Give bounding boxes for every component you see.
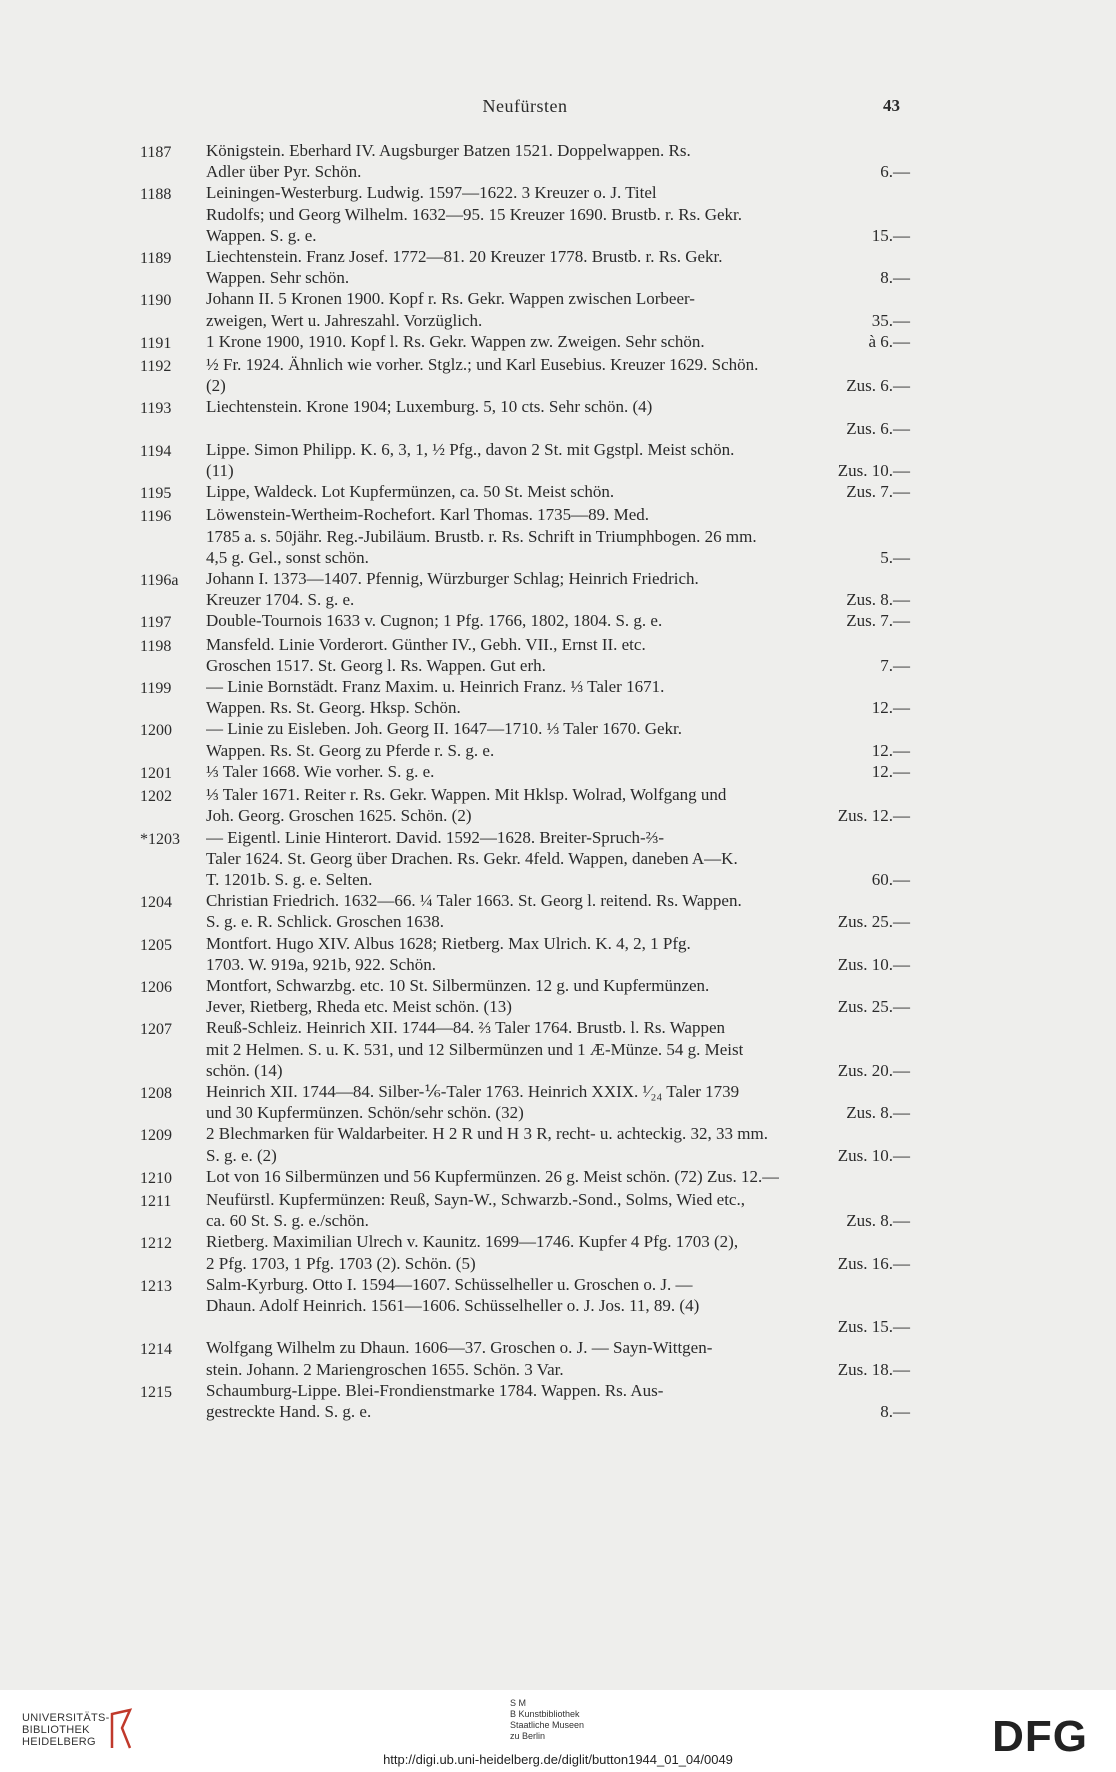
line-text: Salm-Kyrburg. Otto I. 1594—1607. Schüsselheller u. Groschen o. J. — [206, 1274, 693, 1294]
catalog-entry [140, 784, 910, 826]
description-line [206, 718, 910, 739]
line-text: Schaumburg-Lippe. Blei-Frondienstmarke 1784. Wappen. Rs. Aus- [206, 1380, 664, 1400]
lot-number: 1210 [140, 1169, 172, 1187]
line-text: — Eigentl. Linie Hinterort. David. 1592—1628. Breiter-Spruch-⅔- [206, 827, 665, 847]
dfg-logo: DFG [992, 1712, 1088, 1761]
description-line [206, 1401, 910, 1422]
line-text: gestreckte Hand. S. g. e. [206, 1401, 372, 1421]
lot-price: Zus. 10.— [837, 954, 910, 974]
catalog-entry [140, 568, 910, 610]
museum-stamp [510, 1698, 584, 1742]
lot-number: 1194 [140, 442, 172, 460]
lot-description [206, 890, 910, 932]
description-line [206, 1295, 910, 1316]
description-line [206, 204, 910, 225]
catalog-entry [140, 827, 910, 891]
description-line [206, 784, 910, 805]
description-line [206, 481, 910, 502]
catalog-entry [140, 182, 910, 246]
catalog-entry [140, 718, 910, 760]
catalog-entry [140, 246, 910, 288]
lot-number: 1214 [140, 1341, 172, 1359]
description-line [206, 634, 910, 655]
description-line [206, 655, 910, 676]
line-text: (11) [206, 461, 234, 481]
line-text: Heinrich XII. 1744—84. Silber-⅙-Taler 1763. Heinrich XXIX. ¹⁄₂₄ Taler 1739 [206, 1081, 740, 1101]
description-line [206, 848, 910, 869]
description-line [206, 1017, 910, 1038]
lot-description [206, 827, 910, 891]
lot-price: à 6.— [868, 331, 910, 351]
description-line [206, 310, 910, 331]
description-line [206, 805, 910, 826]
catalog-entry [140, 1337, 910, 1379]
description-line [206, 396, 910, 417]
line-text: Taler 1624. St. Georg über Drachen. Rs. Gekr. 4feld. Wappen, daneben A—K. [206, 848, 738, 868]
stamp-line: B Kunstbibliothek [510, 1709, 580, 1719]
description-line [206, 1145, 910, 1166]
catalog-entry [140, 1380, 910, 1422]
lot-number: 1192 [140, 358, 172, 376]
line-text: Johann II. 5 Kronen 1900. Kopf r. Rs. Gekr. Wappen zwischen Lorbeer- [206, 289, 695, 309]
description-line [206, 568, 910, 589]
description-line [206, 1316, 910, 1337]
lot-number: 1202 [140, 788, 172, 806]
description-line [206, 697, 910, 718]
description-line [206, 827, 910, 848]
line-text: ⅓ Taler 1671. Reiter r. Rs. Gekr. Wappen. Mit Hklsp. Wolrad, Wolfgang und [206, 785, 727, 805]
line-text: Neufürstl. Kupfermünzen: Reuß, Sayn-W., Schwarzb.-Sond., Solms, Wied etc., [206, 1189, 745, 1209]
description-line [206, 267, 910, 288]
description-line [206, 954, 910, 975]
lot-number: 1190 [140, 292, 172, 310]
line-text: Reuß-Schleiz. Heinrich XII. 1744—84. ⅔ Taler 1764. Brustb. l. Rs. Wappen [206, 1018, 726, 1038]
description-line [206, 161, 910, 182]
line-text: Königstein. Eberhard IV. Augsburger Batzen 1521. Doppelwappen. Rs. [206, 141, 691, 160]
library-line: BIBLIOTHEK [22, 1724, 90, 1736]
page-header [150, 96, 900, 122]
description-line [206, 1253, 910, 1274]
lot-number: 1191 [140, 334, 172, 352]
lot-description [206, 182, 910, 246]
catalog-entry [140, 676, 910, 718]
lot-price: 35.— [871, 310, 910, 330]
line-text: 2 Pfg. 1703, 1 Pfg. 1703 (2). Schön. (5) [206, 1253, 476, 1273]
catalog-entry [140, 1231, 910, 1273]
line-text: Lot von 16 Silbermünzen und 56 Kupfermünzen. 26 g. Meist schön. (72) Zus. 12.— [206, 1166, 780, 1186]
line-text: ⅓ Taler 1668. Wie vorher. S. g. e. [206, 761, 435, 781]
lot-price: 15.— [871, 225, 910, 245]
lot-number: 1209 [140, 1127, 172, 1145]
lot-description [206, 1380, 910, 1422]
lot-description [206, 140, 910, 182]
line-text: Rudolfs; und Georg Wilhelm. 1632—95. 15 Kreuzer 1690. Brustb. r. Rs. Gekr. [206, 204, 743, 224]
lot-number: 1204 [140, 894, 172, 912]
library-line: UNIVERSITÄTS- [22, 1712, 110, 1724]
catalog-entry [140, 396, 910, 438]
description-line [206, 740, 910, 761]
description-line [206, 869, 910, 890]
lot-number: 1208 [140, 1084, 172, 1102]
lot-price: Zus. 25.— [837, 997, 910, 1017]
line-text: Wappen. Rs. St. Georg zu Pferde r. S. g. e. [206, 740, 495, 760]
description-line [206, 182, 910, 203]
description-line [206, 1380, 910, 1401]
lot-number: 1197 [140, 614, 172, 632]
lot-number: 1187 [140, 144, 172, 161]
lot-description [206, 1166, 910, 1189]
catalog-entry [140, 1081, 910, 1123]
catalog-entry [140, 1189, 910, 1231]
description-line [206, 1102, 910, 1123]
lot-number: 1196 [140, 508, 172, 526]
description-line [206, 246, 910, 267]
lot-number: 1189 [140, 250, 172, 268]
description-line [206, 911, 910, 932]
line-text: Liechtenstein. Franz Josef. 1772—81. 20 Kreuzer 1778. Brustb. r. Rs. Gekr. [206, 247, 723, 267]
description-line [206, 1337, 910, 1358]
lot-price: 12.— [871, 740, 910, 760]
lot-price: Zus. 8.— [846, 1211, 910, 1231]
line-text: Wappen. Rs. St. Georg. Hksp. Schön. [206, 698, 461, 718]
description-line [206, 1189, 910, 1210]
lot-number: *1203 [140, 830, 180, 848]
lot-price: 8.— [880, 1401, 910, 1421]
lot-description [206, 761, 910, 784]
lot-description [206, 288, 910, 330]
description-line [206, 1060, 910, 1081]
lot-price: Zus. 18.— [837, 1359, 910, 1379]
lot-description [206, 718, 910, 760]
description-line [206, 1123, 910, 1144]
lot-description [206, 784, 910, 826]
line-text: schön. (14) [206, 1060, 283, 1080]
lot-description [206, 933, 910, 975]
lot-price: Zus. 12.— [837, 806, 910, 826]
catalog-entry [140, 331, 910, 354]
lot-number: 1215 [140, 1383, 172, 1401]
lot-number: 1213 [140, 1277, 172, 1295]
lot-description [206, 676, 910, 718]
lot-number: 1207 [140, 1021, 172, 1039]
lot-description [206, 1337, 910, 1379]
lot-price: Zus. 10.— [837, 461, 910, 481]
lot-price: 6.— [880, 162, 910, 182]
lot-number: 1196a [140, 572, 179, 590]
line-text: Rietberg. Maximilian Ulrech v. Kaunitz. 1699—1746. Kupfer 4 Pfg. 1703 (2), [206, 1232, 739, 1252]
line-text: — Linie Bornstädt. Franz Maxim. u. Heinrich Franz. ⅓ Taler 1671. [206, 677, 665, 697]
line-text: Lippe, Waldeck. Lot Kupfermünzen, ca. 50 St. Meist schön. [206, 482, 615, 502]
catalog-entry [140, 975, 910, 1017]
library-emblem-icon [108, 1708, 134, 1750]
lot-description [206, 439, 910, 481]
lot-number: 1212 [140, 1235, 172, 1253]
lot-price: Zus. 15.— [837, 1317, 910, 1337]
line-text: Wappen. Sehr schön. [206, 268, 350, 288]
description-line [206, 1274, 910, 1295]
lot-description [206, 354, 910, 396]
catalog-entry [140, 288, 910, 330]
description-line [206, 761, 910, 782]
catalog-entry [140, 610, 910, 633]
line-text: stein. Johann. 2 Mariengroschen 1655. Schön. 3 Var. [206, 1359, 564, 1379]
line-text: Groschen 1517. St. Georg l. Rs. Wappen. Gut erh. [206, 655, 546, 675]
line-text: Montfort. Hugo XIV. Albus 1628; Rietberg. Max Ulrich. K. 4, 2, 1 Pfg. [206, 933, 691, 953]
lot-number: 1205 [140, 936, 172, 954]
lot-price: 12.— [871, 761, 910, 781]
catalog-entry [140, 933, 910, 975]
description-line [206, 375, 910, 396]
lot-description [206, 634, 910, 676]
line-text: Joh. Georg. Groschen 1625. Schön. (2) [206, 806, 472, 826]
lot-price: Zus. 25.— [837, 912, 910, 932]
line-text: Christian Friedrich. 1632—66. ¼ Taler 1663. St. Georg l. reitend. Rs. Wappen. [206, 891, 742, 911]
description-line [206, 354, 910, 375]
lot-price: Zus. 16.— [837, 1253, 910, 1273]
catalog-entry [140, 504, 910, 568]
line-text: S. g. e. (2) [206, 1145, 277, 1165]
lot-price: Zus. 8.— [846, 1103, 910, 1123]
line-text: S. g. e. R. Schlick. Groschen 1638. [206, 912, 444, 932]
lot-price: Zus. 7.— [846, 482, 910, 502]
line-text: Adler über Pyr. Schön. [206, 162, 362, 182]
line-text: Liechtenstein. Krone 1904; Luxemburg. 5, 10 cts. Sehr schön. (4) [206, 397, 653, 417]
lot-price: 12.— [871, 698, 910, 718]
description-line [206, 975, 910, 996]
lot-number: 1206 [140, 978, 172, 996]
description-line [206, 933, 910, 954]
line-text: T. 1201b. S. g. e. Selten. [206, 869, 373, 889]
description-line [206, 140, 910, 161]
catalog-entry [140, 890, 910, 932]
line-text: Mansfeld. Linie Vorderort. Günther IV., Gebh. VII., Ernst II. etc. [206, 634, 646, 654]
description-line [206, 676, 910, 697]
lot-description [206, 1081, 910, 1123]
description-line [206, 589, 910, 610]
line-text: Wolfgang Wilhelm zu Dhaun. 1606—37. Groschen o. J. — Sayn-Wittgen- [206, 1338, 713, 1358]
line-text: ca. 60 St. S. g. e./schön. [206, 1211, 369, 1231]
description-line [206, 418, 910, 439]
line-text: Löwenstein-Wertheim-Rochefort. Karl Thomas. 1735—89. Med. [206, 505, 650, 525]
lot-description [206, 1274, 910, 1338]
line-text: Double-Tournois 1633 v. Cugnon; 1 Pfg. 1766, 1802, 1804. S. g. e. [206, 611, 663, 631]
page-title: Neufürsten [482, 96, 568, 116]
page-footer [0, 1690, 1116, 1772]
lot-number: 1201 [140, 764, 172, 782]
line-text: und 30 Kupfermünzen. Schön/sehr schön. (32) [206, 1103, 524, 1123]
library-line: HEIDELBERG [22, 1736, 96, 1748]
catalog-entry [140, 354, 910, 396]
lot-price: 60.— [871, 869, 910, 889]
line-text: 1 Krone 1900, 1910. Kopf l. Rs. Gekr. Wappen zw. Zweigen. Sehr schön. [206, 331, 705, 351]
line-text: mit 2 Helmen. S. u. K. 531, und 12 Silbermünzen und 1 Æ-Münze. 54 g. Meist [206, 1039, 744, 1059]
lot-number: 1198 [140, 637, 172, 655]
line-text: Johann I. 1373—1407. Pfennig, Würzburger Schlag; Heinrich Friedrich. [206, 569, 699, 589]
stamp-line: zu Berlin [510, 1731, 546, 1741]
lot-description [206, 1189, 910, 1231]
lot-description [206, 610, 910, 633]
line-text: (2) [206, 376, 226, 396]
line-text: — Linie zu Eisleben. Joh. Georg II. 1647—1710. ⅓ Taler 1670. Gekr. [206, 719, 682, 739]
description-line [206, 460, 910, 481]
stamp-line: S M [510, 1698, 527, 1708]
lot-price: Zus. 8.— [846, 590, 910, 610]
catalog-entry [140, 481, 910, 504]
line-text: Lippe. Simon Philipp. K. 6, 3, 1, ½ Pfg., davon 2 St. mit Ggstpl. Meist schön. [206, 439, 735, 459]
lot-price: Zus. 6.— [846, 376, 910, 396]
description-line [206, 1039, 910, 1060]
description-line [206, 1210, 910, 1231]
page-number: 43 [883, 96, 900, 115]
line-text: 1785 a. s. 50jähr. Reg.-Jubiläum. Brustb. r. Rs. Schrift in Triumphbogen. 26 mm. [206, 526, 757, 546]
description-line [206, 1359, 910, 1380]
description-line [206, 526, 910, 547]
line-text: Jever, Rietberg, Rheda etc. Meist schön. (13) [206, 997, 512, 1017]
catalog-entry [140, 1017, 910, 1081]
description-line [206, 610, 910, 631]
line-text: zweigen, Wert u. Jahreszahl. Vorzüglich. [206, 310, 483, 330]
lot-number: 1195 [140, 485, 172, 503]
lot-number: 1188 [140, 186, 172, 204]
line-text: Dhaun. Adolf Heinrich. 1561—1606. Schüsselheller o. J. Jos. 11, 89. (4) [206, 1295, 700, 1315]
university-library-logo [22, 1712, 110, 1748]
description-line [206, 504, 910, 525]
line-text: 1703. W. 919a, 921b, 922. Schön. [206, 954, 436, 974]
catalog-entries [140, 140, 910, 1422]
lot-price: Zus. 7.— [846, 611, 910, 631]
lot-description [206, 331, 910, 354]
lot-number: 1193 [140, 400, 172, 418]
lot-price: Zus. 20.— [837, 1060, 910, 1080]
lot-price: 8.— [880, 268, 910, 288]
catalog-entry [140, 1274, 910, 1338]
description-line [206, 331, 910, 352]
lot-description [206, 504, 910, 568]
lot-description [206, 568, 910, 610]
catalog-entry [140, 140, 910, 182]
description-line [206, 288, 910, 309]
line-text: ½ Fr. 1924. Ähnlich wie vorher. Stglz.; und Karl Eusebius. Kreuzer 1629. Schön. [206, 355, 759, 375]
lot-number: 1199 [140, 680, 172, 698]
line-text: Montfort, Schwarzbg. etc. 10 St. Silbermünzen. 12 g. und Kupfermünzen. [206, 975, 710, 995]
line-text: 4,5 g. Gel., sonst schön. [206, 547, 369, 567]
description-line [206, 439, 910, 460]
lot-description [206, 975, 910, 1017]
lot-price: 7.— [880, 655, 910, 675]
line-text: Leiningen-Westerburg. Ludwig. 1597—1622. 3 Kreuzer o. J. Titel [206, 183, 657, 203]
description-line [206, 1081, 910, 1102]
stamp-line: Staatliche Museen [510, 1720, 585, 1730]
line-text: Wappen. S. g. e. [206, 225, 317, 245]
lot-description [206, 246, 910, 288]
description-line [206, 225, 910, 246]
lot-price: Zus. 10.— [837, 1145, 910, 1165]
lot-number: 1200 [140, 722, 172, 740]
lot-description [206, 1231, 910, 1273]
lot-description [206, 396, 910, 438]
description-line [206, 1231, 910, 1252]
description-line [206, 1166, 910, 1187]
lot-description [206, 1123, 910, 1165]
description-line [206, 996, 910, 1017]
description-line [206, 547, 910, 568]
lot-price: Zus. 6.— [846, 418, 910, 438]
line-text: 2 Blechmarken für Waldarbeiter. H 2 R und H 3 R, recht- u. achteckig. 32, 33 mm. [206, 1124, 769, 1144]
description-line [206, 890, 910, 911]
catalog-entry [140, 1123, 910, 1165]
catalog-entry [140, 1166, 910, 1189]
lot-description [206, 481, 910, 504]
lot-price: 5.— [880, 547, 910, 567]
catalog-entry [140, 439, 910, 481]
source-url[interactable]: http://digi.ub.uni-heidelberg.de/diglit/button1944_01_04/0049 [383, 1752, 733, 1767]
line-text: Kreuzer 1704. S. g. e. [206, 590, 355, 610]
catalog-entry [140, 634, 910, 676]
lot-description [206, 1017, 910, 1081]
lot-number: 1211 [140, 1192, 172, 1210]
catalog-entry [140, 761, 910, 784]
